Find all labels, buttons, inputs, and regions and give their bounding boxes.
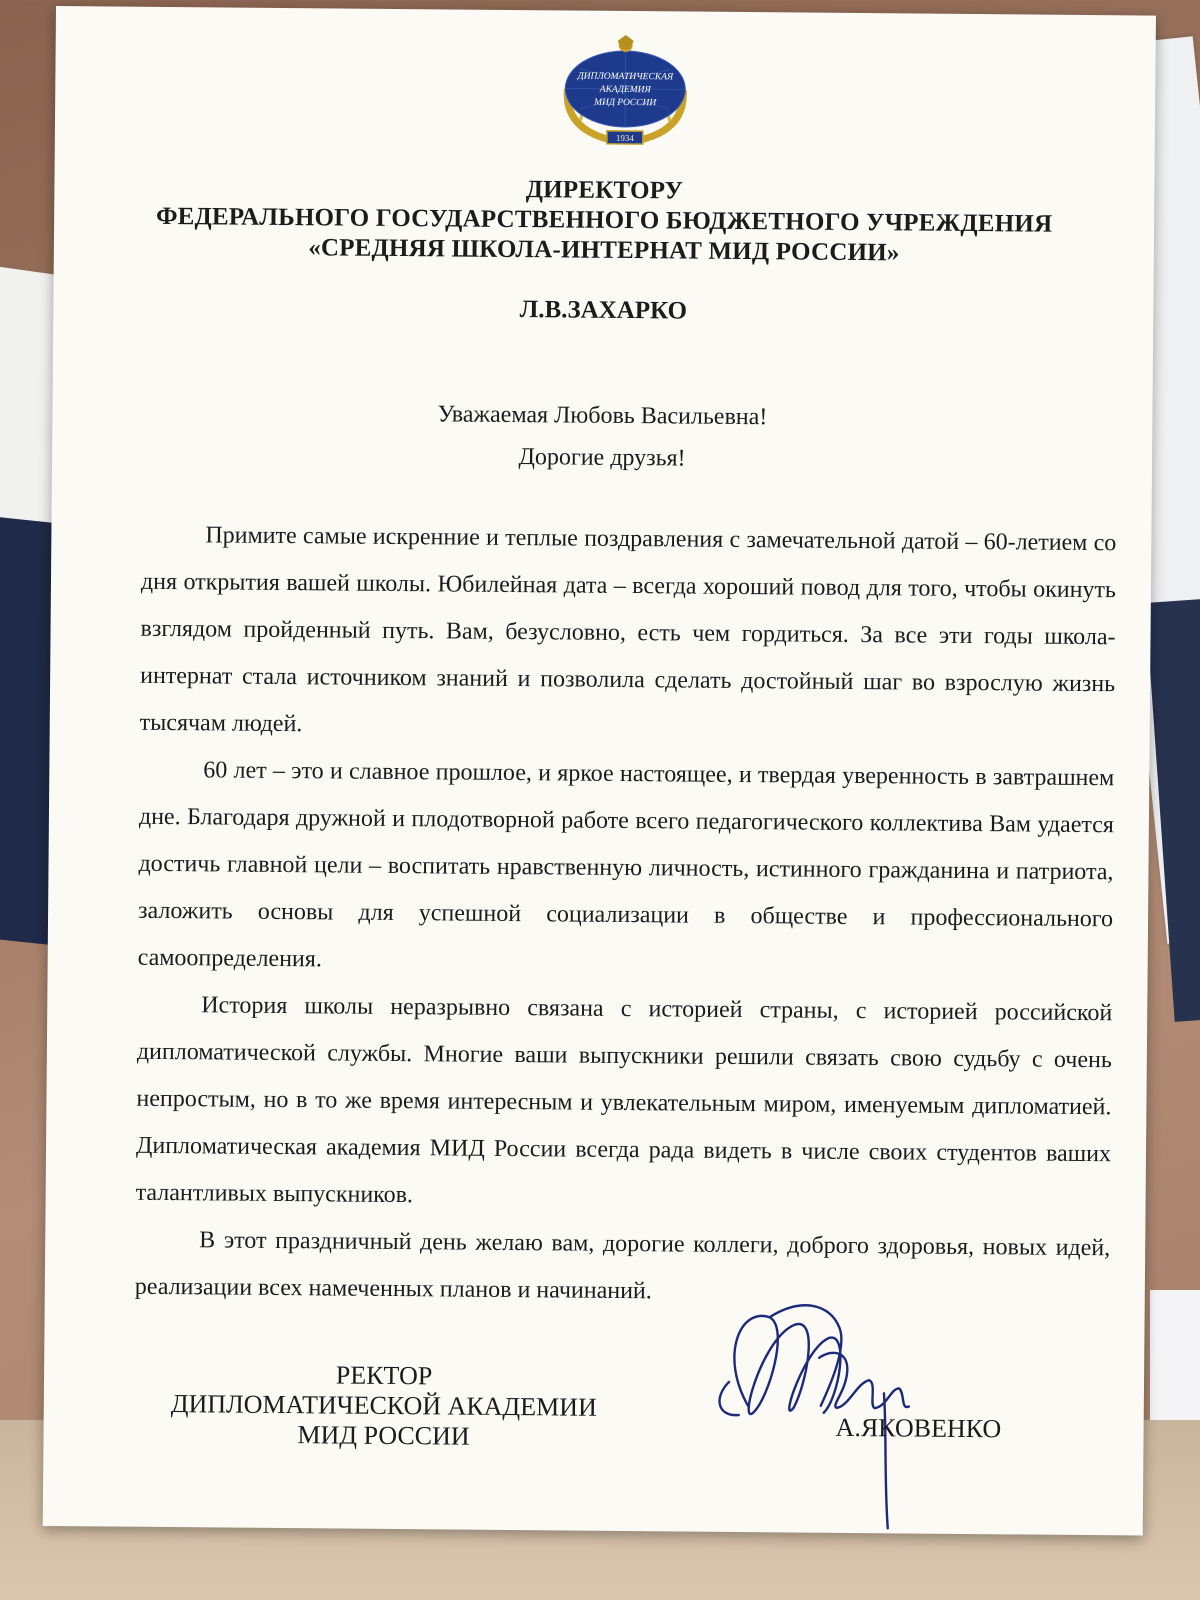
signatory-title-line-1: РЕКТОР <box>335 1360 433 1391</box>
academy-emblem-icon <box>545 30 706 151</box>
paragraph-2: 60 лет – это и славное прошлое, и яркое настоящее, и твердая уверенность в завтрашнем дне. Благодаря дружной и плодотворной работе всего педагогического коллектива Вам удается достичь главной цели – воспитать нравственную личность, истинного гражданина и патриота, заложить основы для успешной социализации в обществе и профессионального самоопределения. <box>137 757 1115 973</box>
paragraph-3: История школы неразрывно связана с историей страны, с историей российской дипломатической службы. Многие ваши выпускники решили связать свою судьбу с очень непростым, но в то же время интересным и увлекательным миром, именуемым дипломатией. Дипломатическая академия МИД России всегда рада видеть в числе своих студентов ваших талантливых выпускников. <box>135 992 1113 1209</box>
greeting-line-2: Дорогие друзья! <box>518 444 686 472</box>
signatory-title <box>153 1359 614 1453</box>
logo-year: 1934 <box>615 132 634 144</box>
academy-logo <box>545 30 706 151</box>
heading-line-1: ДИРЕКТОРУ <box>525 176 684 205</box>
paragraph-4: В этот праздничный день желаю вам, дорогие коллеги, доброго здоровья, новых идей, реализации всех намеченных планов и начинаний. <box>134 1227 1111 1305</box>
paragraph-1: Примите самые искренние и теплые поздравления с замечательной датой – 60-летием со дня открытия вашей школы. Юбилейная дата – всегда хороший повод для того, чтобы окинуть взглядом пройденный путь. Вам, безусловно, есть чем гордиться. За все эти годы школа-интернат стала источником знаний и позволила сделать достойный шаг во взрослую жизнь тысячам людей. <box>139 522 1117 738</box>
letter-sheet <box>43 6 1156 1536</box>
logo-text-line3: МИД РОССИИ <box>594 97 657 109</box>
heading-line-2: ФЕДЕРАЛЬНОГО ГОСУДАРСТВЕННОГО БЮДЖЕТНОГО УЧРЕЖДЕНИЯ <box>155 202 1053 238</box>
addressee-name: Л.В.ЗАХАРКО <box>519 296 688 325</box>
signatory-title-line-3: МИД РОССИИ <box>297 1420 470 1451</box>
heading-line-3: «СРЕДНЯЯ ШКОЛА-ИНТЕРНАТ МИД РОССИИ» <box>308 234 900 267</box>
signatory-name: А.ЯКОВЕНКО <box>835 1412 1002 1444</box>
letter-body <box>135 512 1117 1319</box>
addressee-heading <box>54 171 1155 271</box>
greeting-line-1: Уважаемая Любовь Васильевна! <box>437 401 768 431</box>
logo-text-line2: АКАДЕМИЯ <box>599 84 651 96</box>
signatory-title-line-2: ДИПЛОМАТИЧЕСКОЙ АКАДЕМИИ <box>170 1389 597 1422</box>
logo-text-line1: ДИПЛОМАТИЧЕСКАЯ <box>577 71 674 83</box>
